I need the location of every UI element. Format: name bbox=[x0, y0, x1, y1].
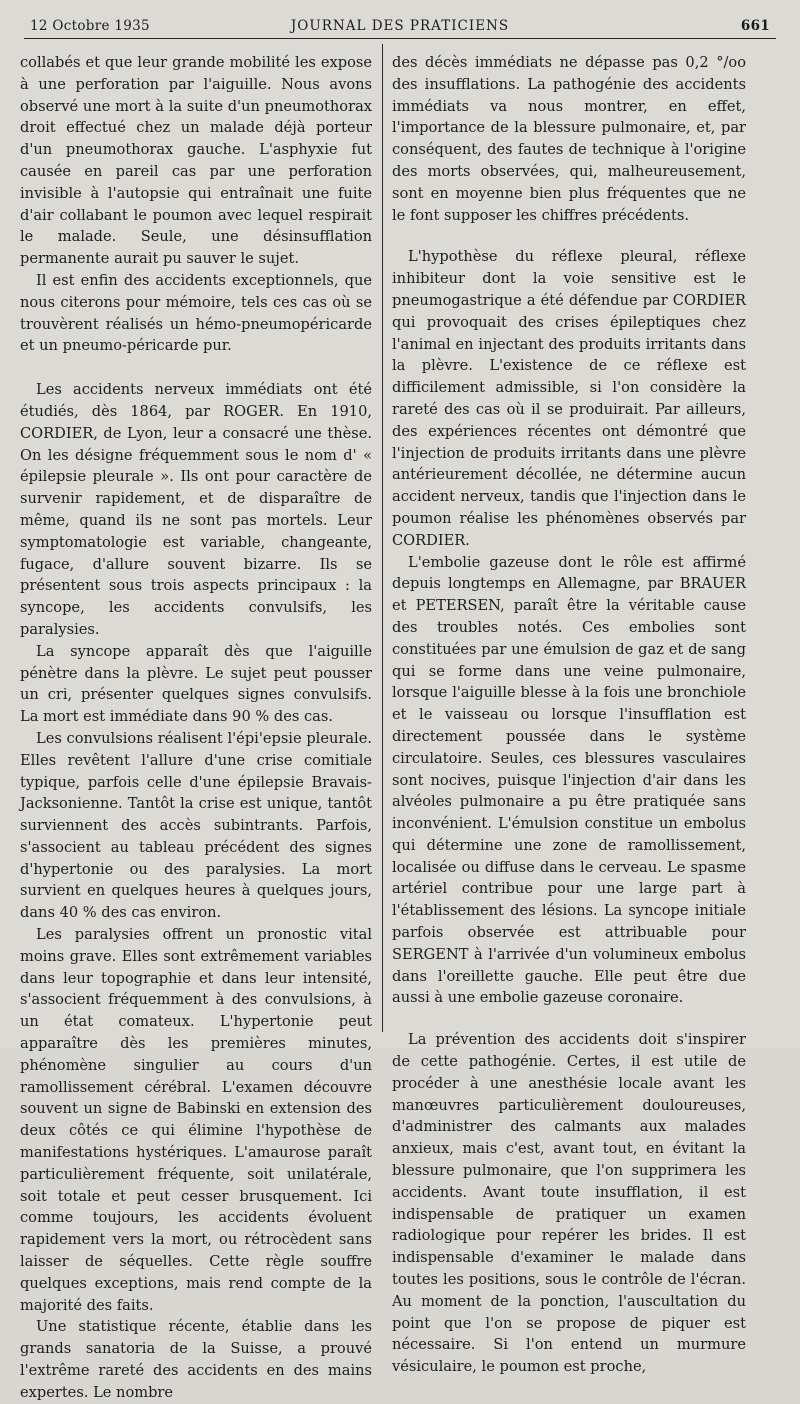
paragraph-pleural-reflex: L'hypothèse du réflexe pleural, réflexe inhibiteur dont la voie sensitive est le pneumogastrique a été défendue par CORDIER qui provoquait des crises épileptiques chez l'animal en injectant des produits irritants dans la plèvre. L'existence de ce réflexe est difficilement admissible, si l'on considère la rareté des cas où il se produirait. Par ailleurs, des expériences récentes ont démontré que l'injection de produits irritants dans une plèvre antérieurement décollée, ne détermine aucun accident nerveux, tandis que l'injection dans le poumon réalise les phénomènes observés par CORDIER. bbox=[392, 248, 746, 549]
paragraph-prevention: La prévention des accidents doit s'inspirer de cette pathogénie. Certes, il est utile de procéder à une anesthésie locale avant les manœuvres particulièrement douloureuses, d'administrer des calmants aux malades anxieux, mais c'est, avant tout, en évitant la blessure pulmonaire, que l'on supprimera les accidents. Avant toute insufflation, il est indispensable de pratiquer un examen radiologique pour repérer les brides. Il est indispensable d'examiner le malade dans toutes les positions, sous le contrôle de l'écran. Au moment de la ponction, l'auscultation du point que l'on se propose de piquer est nécessaire. Si l'on entend un murmure vésiculaire, le poumon est proche, bbox=[392, 1031, 746, 1376]
paragraph-nervous-accidents: Les accidents nerveux immédiats ont été étudiés, dès 1864, par ROGER. En 1910, CORDIER, de Lyon, leur a consacré une thèse. On les désigne fréquemment sous le nom d' « épilepsie pleurale ». Ils ont pour caractère de survenir rapidement, et de disparaître de même, quand ils ne sont pas mortels. Leur symptomatologie est variable, changeante, fugace, d'allure souvent bizarre. Ils se présentent sous trois aspects principaux : la syncope, les accidents convulsifs, les paralysies. bbox=[20, 381, 372, 638]
paragraph-deaths: des décès immédiats ne dépasse pas 0,2 °/oo des insufflations. La pathogénie des accidents immédiats va nous montrer, en effet, l'importance de la blessure pulmonaire, et, par conséquent, des fautes de technique à l'origine des morts observées, qui, malheureusement, sont en moyenne bien plus fréquentes que ne le font supposer les chiffres précédents. bbox=[392, 54, 746, 224]
left-column bbox=[20, 52, 372, 1404]
paragraph-continuation: collabés et que leur grande mobilité les expose à une perforation par l'aiguille. Nous avons observé une mort à la suite d'un pneumothorax droit effectué chez un malade déjà porteur d'un pneumothorax gauche. L'asphyxie fut causée en pareil cas par une perforation invisible à l'autopsie qui entraînait une fuite d'air collabant le poumon avec lequel respirait le malade. Seule, une désinsufflation permanente aurait pu sauver le sujet. bbox=[20, 54, 372, 268]
paragraph-syncope: La syncope apparaît dès que l'aiguille pénètre dans la plèvre. Le sujet peut pousser un cri, présenter quelques signes convulsifs. La mort est immédiate dans 90 % des cas. bbox=[20, 642, 372, 726]
paragraph-convulsions: Les convulsions réalisent l'épi'epsie pleurale. Elles revêtent l'allure d'une crise comitiale typique, parfois celle d'une épilepsie Bravais-Jacksonienne. Tantôt la crise est unique, tantôt surviennent des accès subintrants. Parfois, s'associent au tableau précédent des signes d'hypertonie ou des paralysies. La mort survient en quelques heures à quelques jours, dans 40 % des cas environ. bbox=[20, 729, 372, 922]
column-rule bbox=[382, 44, 383, 1032]
journal-title: JOURNAL DES PRATICIENS bbox=[290, 18, 510, 34]
running-head bbox=[30, 14, 770, 40]
right-column bbox=[392, 52, 746, 1378]
issue-date: 12 Octobre 1935 bbox=[30, 18, 150, 34]
paragraph-statistics: Une statistique récente, établie dans les grands sanatoria de la Suisse, a prouvé l'extrême rareté des accidents en des mains expertes. Le nombre bbox=[20, 1318, 372, 1401]
header-rule bbox=[24, 38, 776, 39]
paragraph-paralysies: Les paralysies offrent un pronostic vital moins grave. Elles sont extrêmement variables dans leur topographie et dans leur intensité, s'associent fréquemment à des convulsions, à un état comateux. L'hypertonie peut apparaître dès les premières minutes, phénomène singulier au cours d'un ramollissement cérébral. L'examen découvre souvent un signe de Babinski en extension des deux côtés ce qui élimine l'hypothèse de manifestations hystériques. L'amaurose paraît particulièrement fréquente, soit unilatérale, soit totale et peut cesser brusquement. Ici comme toujours, les accidents évoluent rapidement vers la mort, ou rétrocèdent sans laisser de séquelles. Cette règle souffre quelques exceptions, mais rend compte de la majorité des faits. bbox=[20, 926, 372, 1314]
paragraph-exceptional-accidents: Il est enfin des accidents exceptionnels, que nous citerons pour mémoire, tels ces cas où se trouvèrent réalisés un hémo-pneumopéricarde et un pneumo-péricarde pur. bbox=[20, 271, 372, 355]
paragraph-gas-embolism: L'embolie gazeuse dont le rôle est affirmé depuis longtemps en Allemagne, par BRAUER et PETERSEN, paraît être la véritable cause des troubles notés. Ces embolies sont constituées par une émulsion de gaz et de sang qui se forme dans une veine pulmonaire, lorsque l'aiguille blesse à la fois une bronchiole et le vaisseau ou lorsque l'insufflation est directement poussée dans le système circulatoire. Seules, ces blessures vasculaires sont nocives, puisque l'injection d'air dans les alvéoles pulmonaire a pu être pratiquée sans inconvénient. L'émulsion constitue un embolus qui détermine une zone de ramollissement, localisée ou diffuse dans le cerveau. Le spasme artériel contribue pour une large part à l'établissement des lésions. La syncope initiale parfois observée est attribuable pour SERGENT à l'arrivée d'un volumineux embolus dans l'oreillette gauche. Elle peut être due aussi à une embolie gazeuse coronaire. bbox=[392, 553, 746, 1007]
page-number: 661 bbox=[740, 18, 770, 34]
